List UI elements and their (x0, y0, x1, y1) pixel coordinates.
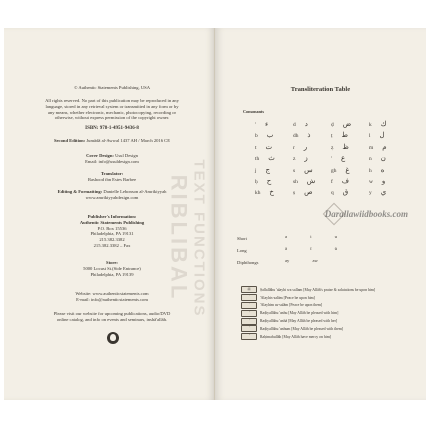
consonant-cell (331, 154, 345, 162)
rights-line: otherwise, without express permission of the copyright owner. (54, 115, 170, 121)
consonant-table (255, 120, 415, 200)
consonant-cell (369, 154, 386, 162)
transliteration: ' (331, 156, 332, 163)
vowel: i (310, 234, 312, 239)
publisher-logo-icon (107, 332, 119, 344)
transliteration: ṭ (331, 133, 333, 140)
arabic-letter: ج (265, 165, 271, 174)
visit-line: online catalog, and info on events and seminars, inshā'allāh. (56, 316, 168, 322)
honorific-text: 'Alayhis-salām [Peace be upon him] (260, 295, 315, 300)
honorific-row (241, 294, 421, 302)
consonant-cell (369, 143, 387, 151)
transliteration: f (331, 178, 333, 185)
left-page (4, 28, 215, 400)
publisher-title: Publisher's Information: (87, 214, 137, 219)
store-title: Store: (106, 260, 118, 265)
honorifics-list (241, 286, 421, 341)
consonant-row (255, 166, 415, 177)
store-address-line: 5000 Locust St.(Side Entrance) (83, 265, 141, 271)
honorific-row (241, 302, 421, 310)
vowel: ā (285, 246, 288, 251)
honorific-row (241, 325, 421, 333)
consonant-cell (255, 143, 272, 151)
transliteration: ṣ (293, 190, 296, 197)
consonant-cell (255, 188, 274, 196)
transliteration: sh (293, 178, 298, 185)
arabic-letter: ر (303, 142, 308, 151)
arabic-letter: ض (342, 120, 352, 128)
consonant-cell (293, 120, 308, 128)
consonant-cell (255, 166, 270, 174)
publisher-name: Authentic Statements Publishing (79, 219, 145, 225)
consonant-cell (331, 188, 348, 196)
visit-line: Please visit our website for upcoming publications, audio/DVD (53, 311, 171, 316)
transliteration: y (369, 190, 372, 197)
honorific-text: 'Alayhim as-salām [Peace be upon them] (260, 303, 323, 308)
transliteration: j (255, 167, 257, 174)
arabic-letter: ش (306, 176, 316, 185)
calligraphy-icon (241, 294, 257, 301)
arabic-letter: س (304, 165, 313, 174)
consonant-cell (369, 120, 386, 128)
translator-label: Translator: (100, 171, 124, 176)
right-page (215, 28, 426, 400)
rights-line: language, stored in any retrieval system or transmitted in any form or by (45, 103, 179, 109)
edition-label: Second Edition: (53, 138, 86, 143)
arabic-letter: ح (266, 176, 272, 185)
arabic-letter: م (382, 142, 387, 151)
editing-value: Danielle Lebonson al-Amrikiyyah (103, 189, 167, 194)
transliteration: ḥ (255, 178, 258, 185)
diph-label: Diphthongs (237, 260, 259, 265)
watermark-url: Darallawiidbooks.com (324, 209, 408, 219)
vowel: u (334, 234, 337, 239)
consonant-row (255, 143, 415, 154)
transliteration: m (369, 144, 374, 151)
consonant-row (255, 120, 415, 131)
rights-line: All rights reserved. No part of this publication may be reproduced in any (45, 98, 179, 103)
transliteration: ẓ (331, 144, 334, 151)
honorific-text: Raḍiyallāhu 'anhu [May Allāh be pleased with him] (260, 311, 339, 316)
arabic-letter: ي (380, 188, 387, 197)
calligraphy-icon (241, 310, 257, 317)
rights-line: any means, whether electronic, mechanic, photocopying, recording or (47, 109, 177, 115)
arabic-letter: غ (345, 165, 350, 174)
consonant-row (255, 131, 415, 142)
calligraphy-icon (241, 302, 257, 309)
vowel: ay (285, 258, 290, 263)
edition (34, 138, 190, 144)
honorific-text: Ṣallallāhu 'alayhi wa sallam [May Allāh's praise & salutations be upon him] (260, 287, 376, 292)
arabic-letter: ز (304, 154, 308, 163)
honorific-text: Raḍiyallāhu 'anhā [May Allāh be pleased with her] (260, 319, 338, 324)
honorific-row (241, 317, 421, 325)
consonant-cell (293, 131, 311, 139)
cover-design-value: Usul Design (115, 153, 138, 158)
web-contact (34, 291, 190, 303)
publisher-info (34, 214, 190, 249)
honorific-text: Raḥimahullāh [May Allāh have mercy on him] (260, 334, 332, 339)
consonant-cell (369, 177, 385, 185)
website[interactable]: Website: www.authenticstatements.com (75, 291, 149, 296)
transliteration: q (331, 190, 334, 197)
watermark-subtitle: TEXT FUNCTIONS (190, 159, 208, 317)
calligraphy-icon (241, 333, 257, 340)
diphthongs (285, 258, 375, 263)
cover-design (34, 153, 190, 165)
arabic-letter: ء (264, 120, 269, 128)
publisher-address-line: P.O. Box 15536 (97, 225, 127, 231)
page-title: Transliteration Table (290, 86, 351, 93)
transliteration: th (255, 156, 260, 163)
consonants-label: Consonants (243, 109, 264, 114)
store-info (34, 260, 190, 277)
consonant-cell (293, 188, 313, 196)
email[interactable]: E-mail: info@authenticstatements.com (76, 296, 148, 302)
watermark-title: RIBLIBAL (166, 174, 191, 302)
consonant-cell (293, 177, 315, 185)
consonant-row (255, 154, 415, 165)
calligraphy-icon (241, 325, 257, 332)
arabic-letter: ك (380, 120, 387, 128)
arabic-letter: ل (379, 131, 385, 140)
translator-value: Rashood ibn Estes Barbee (87, 176, 137, 182)
vowel: ī (310, 246, 312, 251)
transliteration: l (369, 133, 371, 140)
edition-value: Jumādā al-Awwal 1437 AH / March 2016 CE (86, 138, 171, 143)
consonant-row (255, 177, 415, 188)
arabic-letter: ق (342, 188, 349, 197)
arabic-letter: ذ (307, 131, 311, 140)
editing-site: www.amrikiyyahdesign.com (85, 194, 139, 200)
transliteration: k (369, 122, 372, 128)
consonant-cell (331, 143, 349, 151)
consonant-cell (331, 166, 350, 174)
consonant-cell (331, 120, 351, 128)
transliteration: z (293, 156, 296, 163)
translator (34, 171, 190, 183)
arabic-letter: ظ (342, 142, 349, 151)
arabic-letter: ه (380, 165, 385, 174)
calligraphy-icon (241, 318, 257, 325)
arabic-letter: ط (341, 131, 348, 140)
consonant-cell (255, 131, 273, 139)
honorific-text: Raḍiyallāhu 'anhum [May Allāh be pleased with them] (260, 326, 344, 331)
honorific-row (241, 333, 421, 341)
transliteration: s (293, 167, 296, 174)
transliteration: ' (255, 122, 256, 128)
arabic-letter: ع (340, 154, 346, 163)
long-vowels (285, 246, 375, 251)
transliteration: gh (331, 167, 337, 174)
vowel: a (285, 234, 288, 239)
store-address-line: Philadelphia, PA 19139 (90, 271, 134, 277)
transliteration: w (369, 178, 373, 185)
consonant-cell (293, 154, 308, 162)
honorific-row (241, 309, 421, 317)
transliteration: r (293, 144, 295, 151)
short-vowels (285, 234, 375, 239)
arabic-letter: ف (341, 176, 350, 185)
rights-paragraph (34, 98, 190, 121)
arabic-letter: و (381, 176, 386, 185)
transliteration: ḍ (331, 122, 334, 128)
vowel: ū (334, 246, 337, 251)
publisher-address-line: Philadelphia, PA 19131 (90, 231, 134, 237)
consonant-cell (255, 177, 271, 185)
consonant-cell (331, 131, 348, 139)
short-label: Short (237, 236, 247, 241)
consonant-cell (369, 188, 386, 196)
arabic-letter: ث (268, 154, 275, 163)
visit-note (34, 311, 190, 323)
arabic-letter: ت (265, 142, 273, 151)
consonant-cell (293, 166, 313, 174)
transliteration: dh (293, 133, 299, 140)
editing (34, 189, 190, 201)
long-label: Long (237, 248, 247, 253)
arabic-letter: ب (266, 131, 274, 140)
publisher-address-line: 215.382.3382 – Fax (93, 242, 131, 248)
consonant-row (255, 188, 415, 199)
transliteration: d (293, 122, 296, 128)
isbn: ISBN: 978-1-4951-9436-8 (85, 126, 139, 131)
calligraphy-icon: ﷺ (241, 286, 257, 293)
consonant-cell (331, 177, 349, 185)
transliteration: h (369, 167, 372, 174)
transliteration: n (369, 156, 372, 163)
transliteration: b (255, 133, 258, 140)
cover-email: Email: info@usuldesign.com (85, 158, 139, 164)
editing-label: Editing & Formatting: (57, 189, 103, 194)
cover-design-label: Cover Design: (86, 153, 114, 158)
vowel: aw (312, 258, 318, 263)
arabic-letter: ن (380, 154, 386, 163)
copyright-line: © Authentic Statements Publishing, USA (73, 85, 151, 90)
consonant-cell (369, 166, 384, 174)
arabic-letter: د (304, 120, 308, 128)
publisher-address-line: 215.382.3382 (99, 237, 125, 243)
consonant-cell (369, 131, 385, 139)
consonant-cell (255, 120, 268, 128)
transliteration: t (255, 144, 257, 151)
arabic-letter: ص (304, 188, 313, 197)
transliteration: kh (255, 190, 261, 197)
honorific-row (241, 286, 421, 294)
consonant-cell (293, 143, 307, 151)
arabic-letter: خ (269, 188, 274, 197)
consonant-cell (255, 154, 275, 162)
